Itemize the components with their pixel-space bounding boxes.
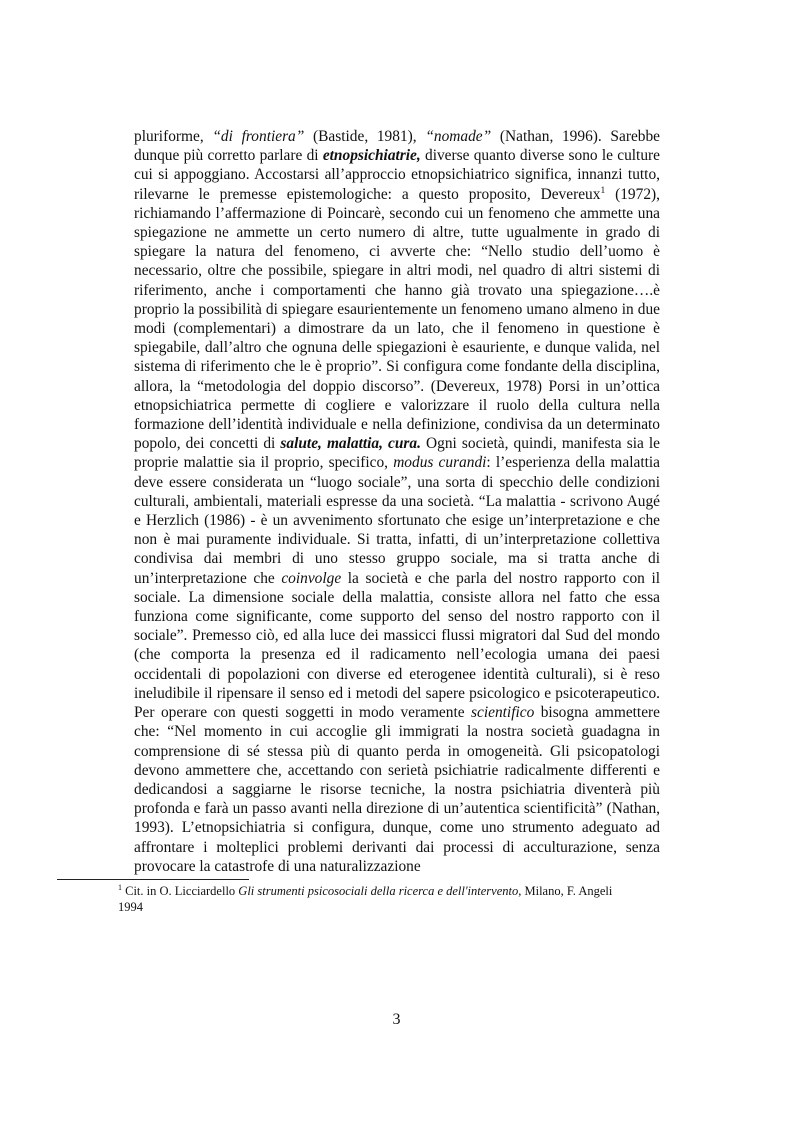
text-run: bisogna ammettere che: “Nel momento in cui accoglie gli immigrati la nostra società guadagna in comprensione di sé stessa più di quanto perda in omogeneità. Gli psicopatologi devono ammettere che, accettando con serietà psichiatrie radicalmente differenti e dedicandosi a saggiarne le risorse tecniche, la nostra psichiatria diventerà più profonda e farà un passo avanti nella direzione di un’autentica scientificità” (Nathan, 1993). L’etnopsichiatria si configura, dunque, come uno strumento adeguato ad affrontare i molteplici problemi derivanti dai processi di acculturazione, senza provocare la catastrofe di una naturalizzazione — [134, 704, 660, 875]
quote-nomade: “nomade” — [425, 128, 492, 145]
term-scientifico: scientifico — [471, 704, 535, 722]
text-run: : l’esperienza della malattia deve essere considerata un “luogo sociale”, una sorta di specchio delle condizioni culturali, ambientali, materiali espresse da una società. “La malattia - scrivono Augé e Herzlich (1986) - è un avvenimento sfortunato che esige un’interpretazione e che non è mai puramente individuale. Si tratta, infatti, di un’interpretazione collettiva condivisa dai membri di uno stesso gruppo sociale, ma si tratta anche di un’interpretazione che — [134, 454, 660, 587]
quote-di-frontiera: “di frontiera” — [212, 128, 305, 145]
footnote-prefix: Cit. in O. Licciardello — [122, 884, 239, 898]
text-run: pluriforme, — [134, 128, 213, 145]
term-etnopsichiatrie: etnopsichiatrie, — [322, 147, 421, 165]
term-modus-curandi: modus curandi — [393, 454, 487, 472]
term-salute-malattia-cura: salute, malattia, cura. — [280, 435, 421, 453]
term-coinvolge: coinvolge — [281, 569, 342, 587]
text-run: Ogni società, quindi, manifesta sia le proprie malattie sia il proprio, specifico, — [134, 435, 660, 472]
text-run: (Nathan, 1996). Sarebbe dunque più corretto parlare di — [134, 128, 661, 165]
body-paragraph — [134, 127, 660, 876]
footnote-book-title: Gli strumenti psicosociali della ricerca e dell'intervento — [238, 884, 519, 898]
page-number: 3 — [392, 1011, 401, 1028]
footnote-reference: 1 — [600, 185, 606, 196]
footnote-year: 1994 — [118, 900, 143, 914]
text-run: diverse quanto diverse sono le culture cui si appoggiano. Accostarsi all’approccio etnopsichiatrico significa, innanzi tutto, rilevarne le premesse epistemologiche: a questo proposito, Devereux — [134, 147, 660, 203]
text-run: (Bastide, 1981), — [304, 128, 426, 145]
footnote-divider — [57, 879, 249, 880]
footnote — [118, 883, 678, 915]
footnote-marker: 1 — [118, 882, 122, 892]
footnote-publisher: , Milano, F. Angeli — [518, 884, 613, 898]
text-run: la società e che parla del nostro rapporto con il sociale. La dimensione sociale della malattia, consiste allora nel fatto che essa funziona come significante, come supporto del senso del nostro rapporto con il sociale”. Premesso ciò, ed alla luce dei massicci flussi migratori dal Sud del mondo (che comporta la presenza ed il radicamento nell’ecologia umana dei paesi occidentali di popolazioni con diverse ed eterogenee identità culturali), si è reso ineludibile il ripensare il senso ed i metodi del sapere psicologico e psicoterapeutico. Per operare con questi soggetti in modo veramente — [134, 569, 660, 722]
text-run: (1972), richiamando l’affermazione di Poincarè, secondo cui un fenomeno che ammette una spiegazione ne ammette un certo numero di altre, tutte ugualmente in grado di spiegare la natura del fenomeno, ci avverte che: “Nello studio dell’uomo è necessario, oltre che possibile, spiegare in altri modi, nel quadro di altri sistemi di riferimento, anche i comportamenti che hanno già trovato una spiegazione….è proprio la possibilità di spiegare esaurientemente un fenomeno umano almeno in due modi (complementari) a dimostrare da un lato, che il fenomeno in questione è spiegabile, dall’altro che ognuna delle spiegazioni è esauriente, e dunque valida, nel sistema di riferimento che le è proprio”. Si configura come fondante della disciplina, allora, la “metodologia del doppio discorso”. (Devereux, 1978) Porsi in un’ottica etnopsichiatrica permette di cogliere e valorizzare il ruolo della cultura nella formazione dell’identità individuale e nella definizione, condivisa da un determinato popolo, dei concetti di — [134, 185, 660, 453]
